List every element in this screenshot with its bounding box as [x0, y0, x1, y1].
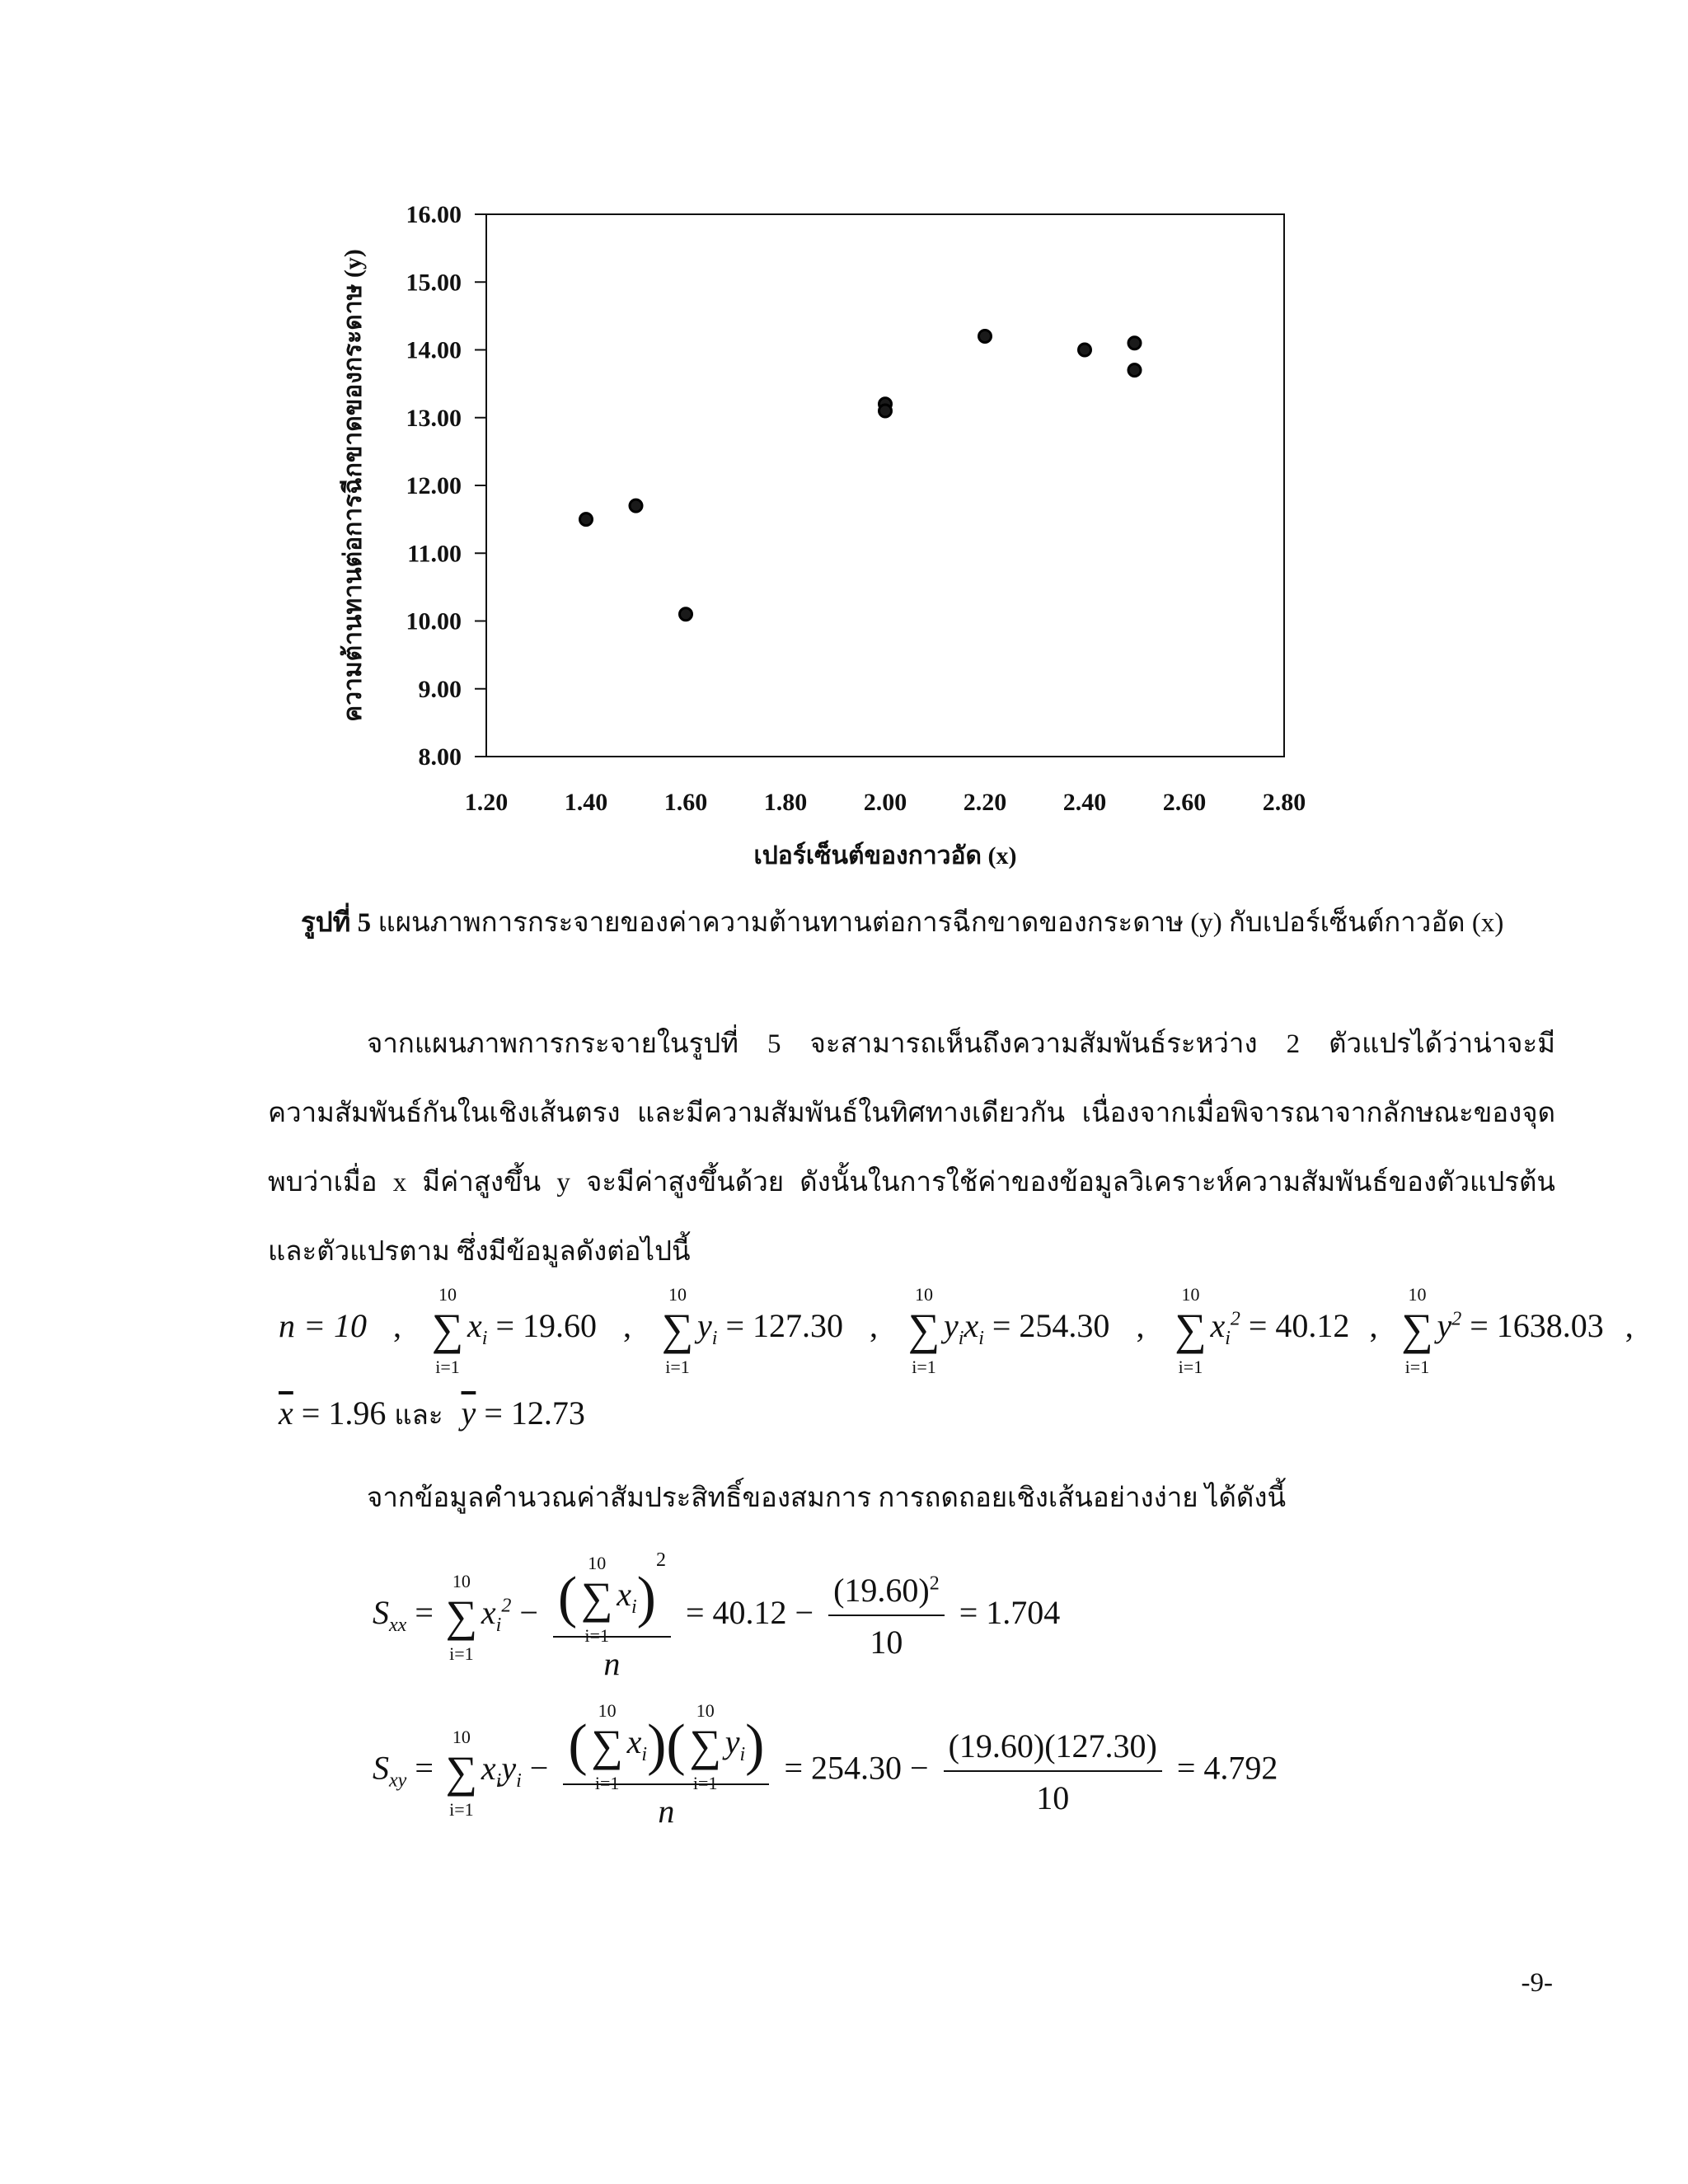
y-tick-label: 13.00: [406, 404, 462, 432]
y-tick-label: 15.00: [406, 269, 462, 297]
stat-sum-y2: = 1638.03: [1470, 1307, 1604, 1344]
data-point: [1128, 364, 1141, 377]
x-tick-label: 2.40: [1062, 789, 1107, 816]
y-tick-label: 12.00: [406, 472, 462, 499]
plot-frame: [486, 214, 1284, 757]
data-point: [879, 405, 892, 417]
x-tick-label: 2.80: [1262, 789, 1306, 816]
stats-row: n = 10 , ∑ 10 i=1 $x_i = 19.60$ , ∑ 10 i=1 $y_i = 127.30$ , ∑ 10 i=1 $y_ix_i = 254.30$ , ∑ 10 i=1 $x_i^2 = 40.12$ , ∑ 10 i=1 $y^2 = 1638.03$ ,: [279, 1283, 1634, 1377]
y-tick-label: 8.00: [418, 743, 462, 771]
sum-symbol: ∑ 10 i=1: [445, 1570, 478, 1664]
caption-label: รูปที่ 5: [301, 908, 372, 938]
paragraph-1-line-1: จากแผนภาพการกระจายในรูปที่ 5 จะสามารถเห็นถึงความสัมพันธ์ระหว่าง 2 ตัวแปรได้ว่าน่าจะมี: [367, 1029, 1555, 1059]
paragraph-1-line-2: ความสัมพันธ์กันในเชิงเส้นตรง และมีความสัมพันธ์ในทิศทางเดียวกัน เนื่องจากเมื่อพิจารณาจากลักษณะของจุด: [268, 1099, 1555, 1128]
sxy-formula: $S_{xy}$ = ∑ 10 i=1 $x_iy_i$ − (∑ 10 i=1 $x_i)(\sum$ 10 i=1 $y_i$) n = 254.30 − $\frac{(19.60)(127.30)}{10}$ = 4.792: [373, 1700, 1278, 1830]
x-tick-label: 2.60: [1162, 789, 1207, 816]
scatter-chart: [0, 0, 1688, 907]
stats-means: $\overline{x} = 1.96$ และ $\overline{y} = 12.73$: [279, 1394, 585, 1432]
stat-sum-y: = 127.30: [725, 1307, 843, 1344]
data-point: [1128, 337, 1141, 349]
sxx-mid: = 40.12 −: [685, 1594, 814, 1632]
sum-symbol: ∑ 10 i=1: [661, 1283, 694, 1377]
sum-symbol: ∑ 10 i=1: [1401, 1283, 1433, 1377]
y-tick-label: 9.00: [418, 675, 462, 703]
stat-ybar: = 12.73: [484, 1394, 585, 1432]
stat-xbar: = 1.96: [301, 1394, 387, 1432]
sxx-result: = 1.704: [959, 1594, 1061, 1632]
page-number: -9-: [1521, 1968, 1553, 1998]
sxx-fraction-2: $\frac{(19.60)^2}{10}$: [828, 1571, 945, 1661]
y-axis-label: ความต้านทานต่อการฉีกขาดของกระดาษ (y): [340, 249, 367, 722]
stat-sum-yx: = 254.30: [992, 1307, 1110, 1344]
sum-symbol: ∑ 10 i=1: [907, 1283, 940, 1377]
data-point: [630, 499, 642, 512]
sxx-fraction-1: (∑ 10 i=1 $x_i)^2$ n: [553, 1549, 671, 1683]
sxx-formula: $S_{xx}$ = ∑ 10 i=1 $x_i^2$ − (∑ 10 i=1 $x_i)^2$ n = 40.12 − $\frac{(19.60)^2}{10}$ = 1.704: [373, 1549, 1061, 1682]
data-point: [680, 608, 692, 621]
paragraph-1-line-3: พบว่าเมื่อ x มีค่าสูงขึ้น y จะมีค่าสูงขึ้นด้วย ดังนั้นในการใช้ค่าของข้อมูลวิเคราะห์ความสัมพันธ์ของตัวแปรต้น: [268, 1168, 1555, 1197]
x-tick-label: 1.40: [564, 789, 608, 816]
sxy-fraction-1: (∑ 10 i=1 $x_i)(\sum$ 10 i=1 $y_i$) n: [563, 1713, 769, 1830]
stat-n: n = 10: [279, 1307, 367, 1344]
paragraph-1: [268, 1010, 1555, 1286]
sxy-result: = 4.792: [1176, 1749, 1278, 1787]
sum-symbol: ∑ 10 i=1: [445, 1726, 478, 1820]
data-point: [979, 330, 992, 343]
y-tick-label: 14.00: [406, 336, 462, 364]
figure-caption: [301, 900, 1503, 944]
x-tick-label: 2.20: [963, 789, 1007, 816]
x-tick-label: 1.60: [663, 789, 708, 816]
data-point: [580, 513, 593, 526]
sum-symbol: ∑ 10 i=1: [431, 1283, 464, 1377]
x-tick-label: 2.00: [863, 789, 907, 816]
y-tick-label: 16.00: [406, 201, 462, 228]
sxy-fraction-2: $\frac{(19.60)(127.30)}{10}$: [944, 1727, 1162, 1817]
stat-sum-x: = 19.60: [495, 1307, 597, 1344]
paragraph-1-line-4: และตัวแปรตาม ซึ่งมีข้อมูลดังต่อไปนี้: [268, 1237, 691, 1267]
sum-symbol: ∑ 10 i=1: [1175, 1283, 1207, 1377]
x-tick-label: 1.80: [763, 789, 808, 816]
and-text: และ: [394, 1401, 443, 1431]
x-axis-label: เปอร์เซ็นต์ของกาวอัด (x): [753, 842, 1017, 869]
y-tick-label: 10.00: [406, 607, 462, 635]
data-point: [1079, 344, 1091, 356]
stat-sum-x2: = 40.12: [1248, 1307, 1350, 1344]
y-tick-label: 11.00: [407, 540, 462, 568]
caption-text: แผนภาพการกระจายของค่าความต้านทานต่อการฉีกขาดของกระดาษ (y) กับเปอร์เซ็นต์กาวอัด (x): [371, 908, 1504, 938]
paragraph-2: จากข้อมูลคำนวณค่าสัมประสิทธิ์ของสมการ การถดถอยเชิงเส้นอย่างง่าย ได้ดังนี้: [367, 1483, 1287, 1513]
x-tick-label: 1.20: [464, 789, 509, 816]
sxy-mid: = 254.30 −: [784, 1749, 929, 1787]
